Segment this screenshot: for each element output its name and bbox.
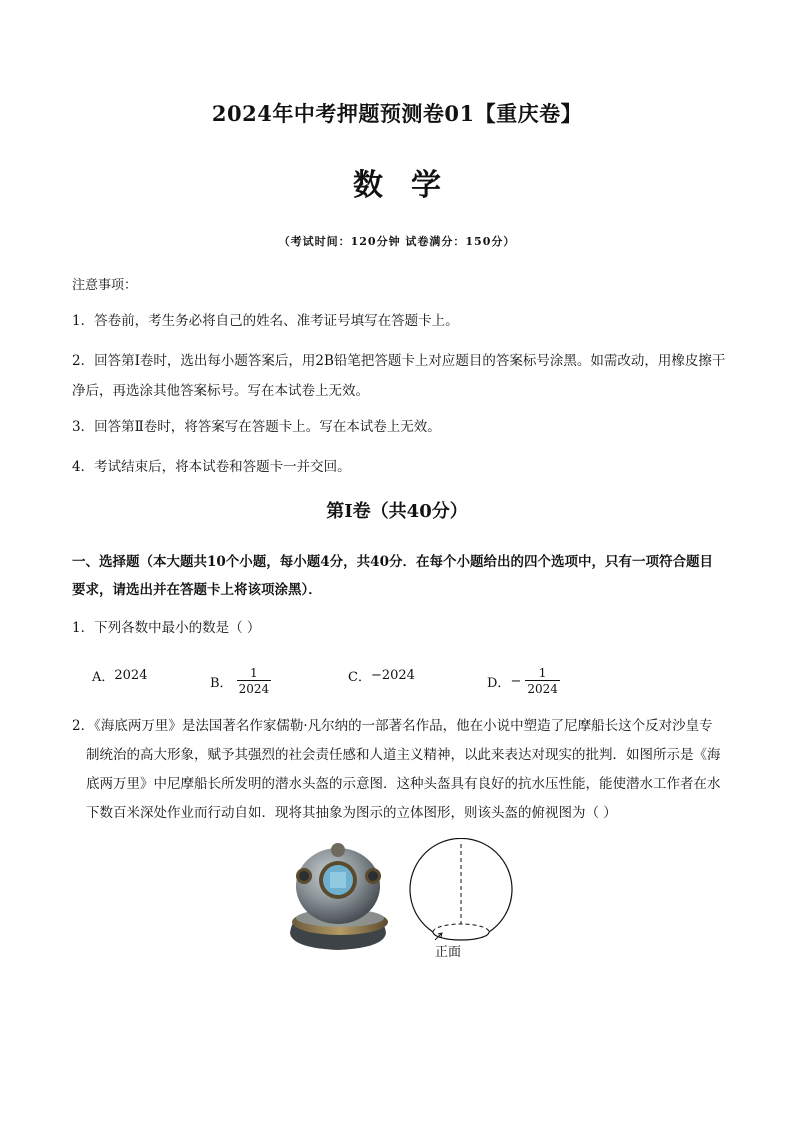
option-d-denominator: 2024 <box>527 682 558 696</box>
option-c-label: C． <box>348 670 371 685</box>
note-item-4: 4．考试结束后，将本试卷和答题卡一并交回。 <box>72 459 351 475</box>
option-b-denominator: 2024 <box>238 682 270 696</box>
note-item-2: 2．回答第Ⅰ卷时，选出每小题答案后，用2B铅笔把答题卡上对应题目的答案标号涂黑。如需改动，用橡皮擦干净后，再选涂其他答案标号。写在本试卷上无效。 <box>72 353 726 399</box>
subject-title: 数学 <box>353 168 469 203</box>
option-b-fraction <box>237 666 272 696</box>
note-item-3: 3．回答第Ⅱ卷时，将答案写在答题卡上。写在本试卷上无效。 <box>72 419 441 435</box>
notes-heading: 注意事项： <box>72 278 138 293</box>
option-d-sign: − <box>510 673 522 689</box>
exam-info: （考试时间：120分钟 试卷满分：150分） <box>278 235 516 248</box>
question-2-stem: 2．《海底两万里》是法国著名作家儒勒·凡尔纳的一部著名作品，他在小说中塑造了尼摩船长这个反对沙皇专制统治的高大形象，赋予其强烈的社会责任感和人道主义精神，以此来表达对现实的批判．如图所示是《海底两万里》中尼摩船长所发明的潜水头盔的示意图．这种头盔具有良好的抗水压性能，能使潜水工作者在水下数百米深处作业而行动自如．现将其抽象为图示的立体图形，则该头盔的俯视图为（ ） <box>72 718 721 821</box>
option-b <box>210 666 271 696</box>
option-c <box>348 666 415 685</box>
section-title: 第Ⅰ卷（共40分） <box>326 501 468 522</box>
option-d-label: D． <box>487 675 511 691</box>
option-c-value: −2024 <box>370 668 415 683</box>
diving-helmet-image <box>280 838 395 953</box>
section-description: 一、选择题（本大题共10个小题，每小题4分，共40分．在每个小题给出的四个选项中，只有一项符合题目要求，请选出并在答题卡上将该项涂黑）． <box>72 554 713 598</box>
question-1-stem: 1．下列各数中最小的数是（ ） <box>72 620 261 636</box>
exam-title: 2024年中考押题预测卷01【重庆卷】 <box>211 101 583 126</box>
option-b-label: B． <box>210 675 233 691</box>
front-view-label: 正面 <box>435 945 462 960</box>
option-d-numerator: 1 <box>538 666 547 680</box>
option-a-value: 2024 <box>114 668 148 683</box>
note-item-1: 1．答卷前，考生务必将自己的姓名、准考证号填写在答题卡上。 <box>72 313 459 329</box>
option-a <box>92 666 147 685</box>
option-b-numerator: 1 <box>250 666 258 680</box>
abstract-solid-diagram <box>405 838 517 950</box>
option-d <box>487 666 560 696</box>
option-a-label: A． <box>92 670 115 685</box>
option-d-fraction <box>525 666 560 696</box>
